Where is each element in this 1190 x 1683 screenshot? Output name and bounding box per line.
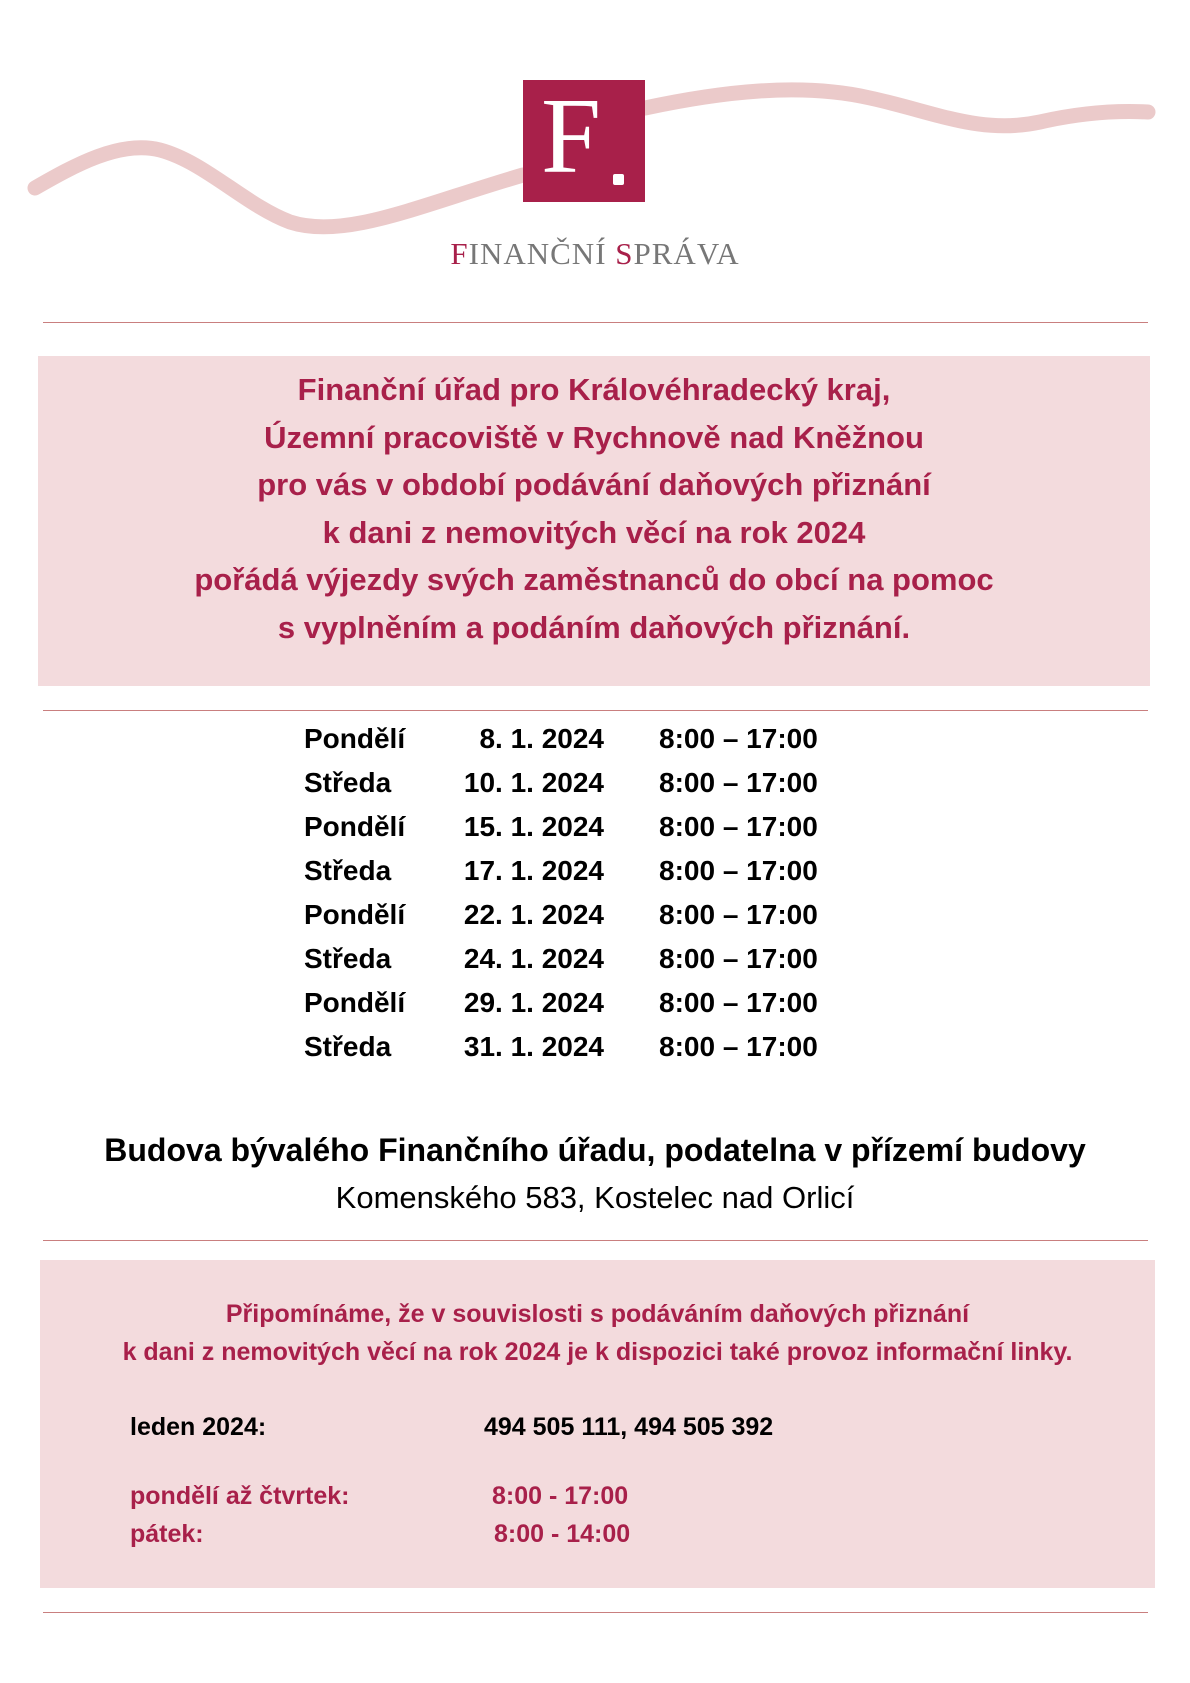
- divider-info: [43, 1240, 1148, 1241]
- schedule-date: 17. 1. 2024: [463, 855, 604, 886]
- headline-line: pořádá výjezdy svých zaměstnanců do obcí na pomoc: [194, 562, 994, 597]
- schedule-day: Středa: [304, 855, 392, 886]
- hotline-period-label: leden 2024:: [130, 1413, 267, 1441]
- hotline-phones: 494 505 111, 494 505 392: [484, 1413, 774, 1441]
- schedule-date: 29. 1. 2024: [463, 987, 604, 1018]
- schedule-time: 8:00 – 17:00: [659, 1031, 818, 1062]
- building-name: Budova bývalého Finančního úřadu, podatelna v přízemí budovy: [104, 1132, 1086, 1168]
- schedule-time: 8:00 – 17:00: [659, 811, 818, 842]
- logo-dot: [613, 174, 624, 185]
- headline-line: s vyplněním a podáním daňových přiznání.: [277, 609, 911, 645]
- reminder-line: Připomínáme, že v souvislosti s podáváním daňových přiznání: [225, 1300, 970, 1328]
- schedule-day: Pondělí: [304, 987, 406, 1018]
- schedule-date: 31. 1. 2024: [463, 1031, 604, 1062]
- headline-line: k dani z nemovitých věcí na rok 2024: [322, 514, 866, 550]
- brand-word-2: PRÁVA: [633, 236, 740, 271]
- schedule-day: Středa: [304, 767, 392, 798]
- divider-schedule: [43, 710, 1148, 711]
- schedule-time: 8:00 – 17:00: [659, 987, 818, 1018]
- headline-line: Finanční úřad pro Královéhradecký kraj,: [297, 372, 891, 407]
- schedule-day: Středa: [304, 943, 392, 974]
- headline-line: pro vás v období podávání daňových přiznání: [257, 467, 931, 502]
- schedule-date: 8. 1. 2024: [479, 723, 604, 754]
- logo-letter: F: [541, 77, 602, 196]
- reminder-line: k dani z nemovitých věcí na rok 2024 je k dispozici také provoz informační linky.: [122, 1338, 1073, 1366]
- headline-line: Územní pracoviště v Rychnově nad Kněžnou: [264, 419, 924, 455]
- reminder-text: [40, 1295, 1155, 1371]
- logo-mark: [523, 77, 645, 202]
- schedule-date: 22. 1. 2024: [463, 899, 604, 930]
- brand-wordmark: [0, 236, 1190, 272]
- schedule-day: Pondělí: [304, 811, 406, 842]
- brand-initial-s: S: [615, 236, 634, 271]
- brand-initial-f: F: [450, 236, 469, 271]
- schedule-day: Středa: [304, 1031, 392, 1062]
- schedule-time: 8:00 – 17:00: [659, 943, 818, 974]
- hours-weekday-label: pondělí až čtvrtek:: [130, 1482, 350, 1510]
- divider-top: [43, 322, 1148, 323]
- schedule-date: 24. 1. 2024: [463, 943, 604, 974]
- schedule-time: 8:00 – 17:00: [659, 855, 818, 886]
- schedule-time: 8:00 – 17:00: [659, 723, 818, 754]
- divider-bottom: [43, 1612, 1148, 1613]
- building-address: Komenského 583, Kostelec nad Orlicí: [335, 1180, 855, 1215]
- schedule-time: 8:00 – 17:00: [659, 899, 818, 930]
- hours-weekday-value: 8:00 - 17:00: [492, 1482, 629, 1510]
- schedule-time: 8:00 – 17:00: [659, 767, 818, 798]
- brand-word-1: INANČNÍ: [468, 236, 616, 271]
- schedule-day: Pondělí: [304, 723, 406, 754]
- headline-text: [38, 366, 1150, 651]
- hours-friday-label: pátek:: [130, 1520, 204, 1548]
- schedule-date: 10. 1. 2024: [463, 767, 604, 798]
- schedule-day: Pondělí: [304, 899, 406, 930]
- hours-friday-value: 8:00 - 14:00: [494, 1520, 631, 1548]
- schedule-date: 15. 1. 2024: [463, 811, 604, 842]
